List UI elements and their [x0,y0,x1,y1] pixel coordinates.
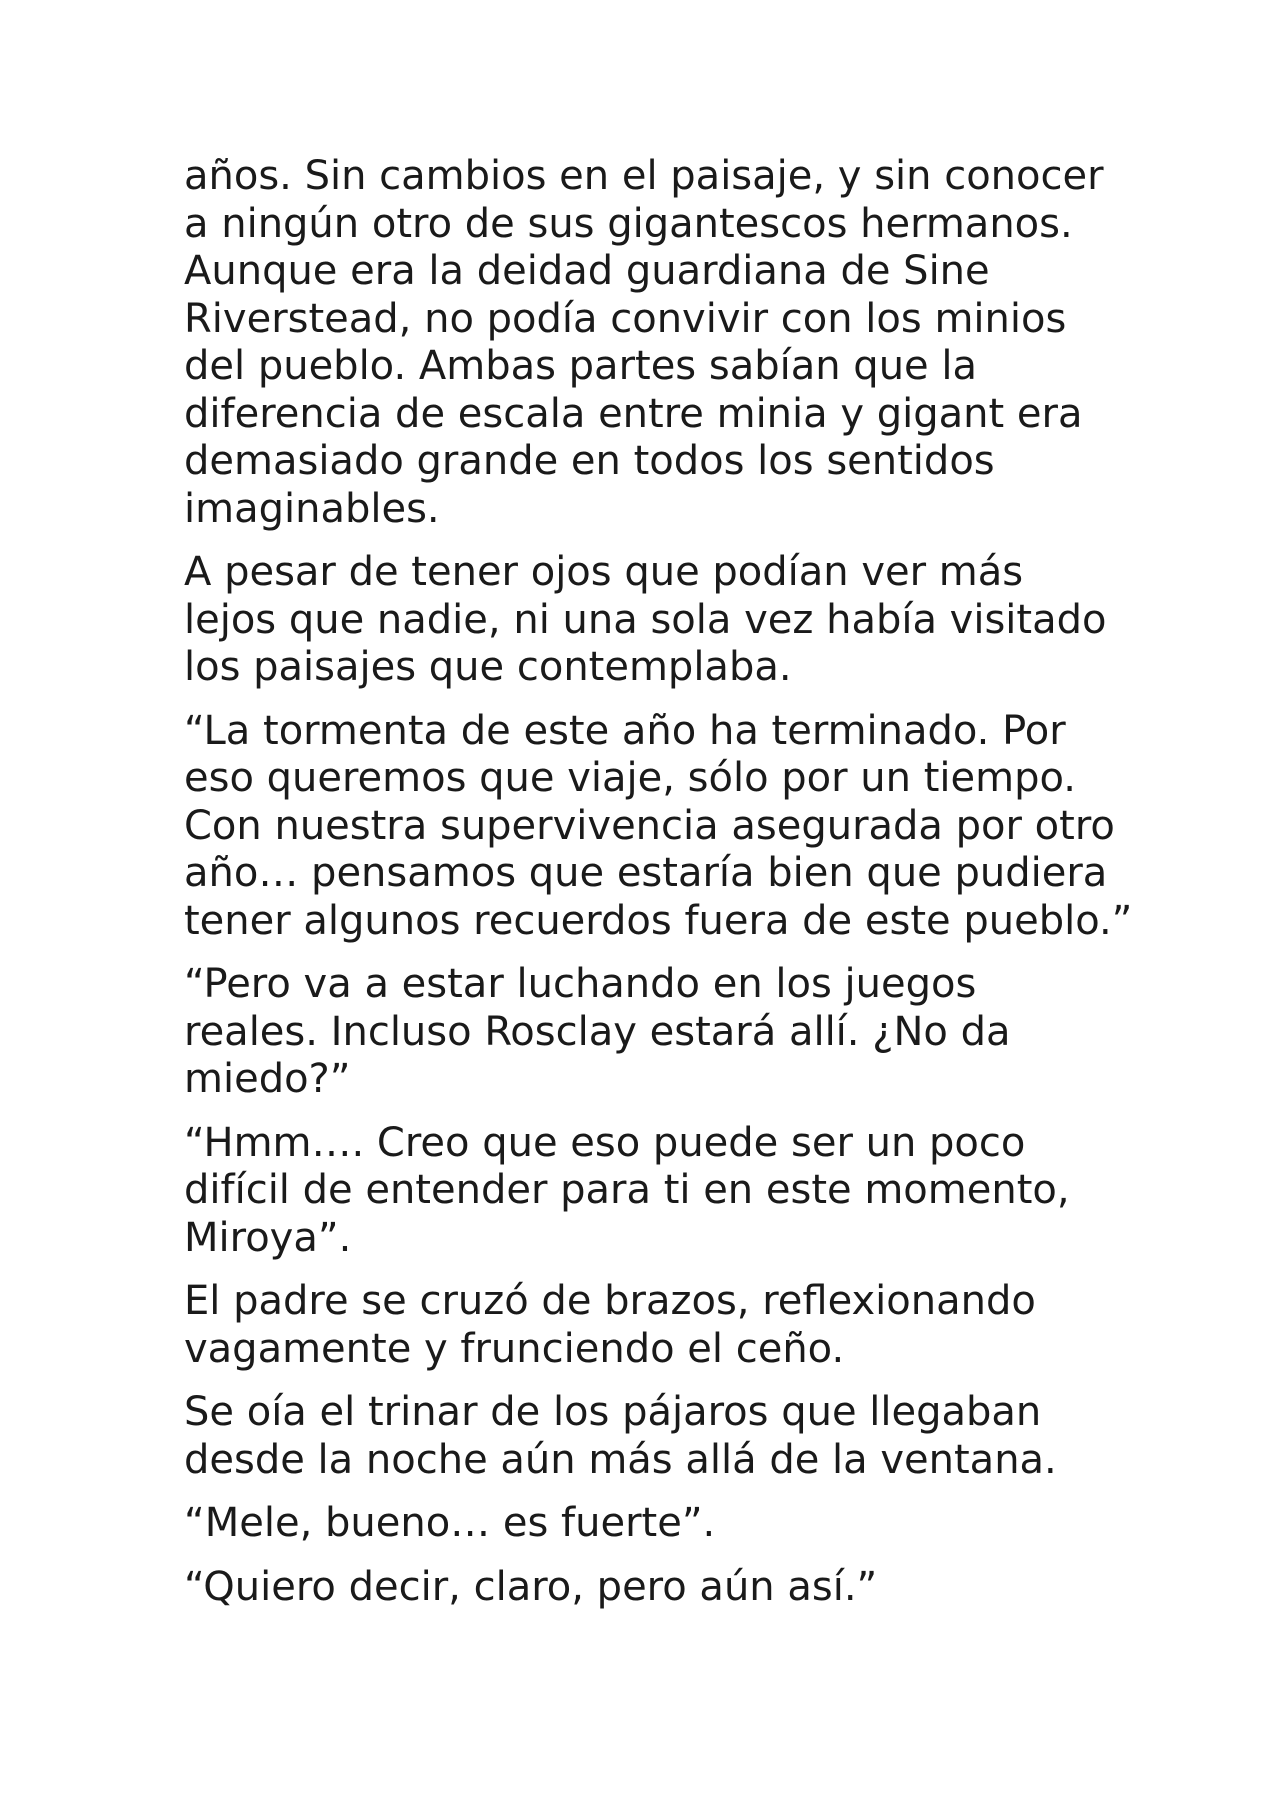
text-line: vagamente y frunciendo el ceño. [184,1325,845,1372]
text-line: Miroya”. [184,1214,352,1261]
paragraph-3 [184,707,1133,946]
text-line: demasiado grande en todos los sentidos [184,438,995,484]
text-line: los paisajes que contemplaba. [184,644,792,690]
text-line: eso queremos que viaje, sólo por un tiempo. [184,755,1076,801]
text-line: imaginables. [184,485,440,532]
text-line: Con nuestra supervivencia asegurada por otro [184,802,1115,849]
text-line: Se oía el trinar de los pájaros que llegaban [184,1389,1042,1435]
text-line: “Pero va a estar luchando en los juegos [184,961,977,1007]
text-line: año… pensamos que estaría bien que pudiera [184,850,1108,896]
text-line: “Mele, bueno… es fuerte”. [184,1500,716,1546]
text-body [184,153,1133,1627]
paragraph-8 [184,1500,1114,1548]
text-line: diferencia de escala entre minia y gigant era [184,390,1083,437]
text-line: El padre se cruzó de brazos, reflexionando [184,1278,1036,1324]
paragraph-6 [184,1278,1114,1373]
paragraph-2 [184,549,1114,692]
paragraph-4 [184,961,1114,1104]
text-line: “Hmm…. Creo que eso puede ser un poco [184,1119,1026,1166]
text-line: A pesar de tener ojos que podían ver más [184,549,1024,595]
paragraph-9 [184,1564,1114,1612]
text-line: reales. Incluso Rosclay estará allí. ¿No da [184,1008,1011,1055]
paragraph-7 [184,1389,1114,1484]
text-line: Riverstead, no podía convivir con los minios [184,295,1067,342]
text-line: “La tormenta de este año ha terminado. Por [184,707,1066,754]
text-line: “Quiero decir, claro, pero aún así.” [184,1563,878,1610]
text-line: lejos que nadie, ni una sola vez había visitado [184,596,1107,643]
text-line: tener algunos recuerdos fuera de este pueblo.” [184,897,1133,944]
text-line: miedo?” [184,1056,351,1102]
text-line: desde la noche aún más allá de la ventana. [184,1436,1057,1483]
paragraph-1 [184,153,1114,533]
text-line: Aunque era la deidad guardiana de Sine [184,248,990,294]
text-line: del pueblo. Ambas partes sabían que la [184,343,977,389]
text-line: difícil de entender para ti en este momento, [184,1167,1070,1213]
paragraph-5 [184,1120,1114,1263]
text-line: a ningún otro de sus gigantescos hermanos. [184,200,1073,247]
text-line: años. Sin cambios en el paisaje, y sin conocer [184,153,1104,199]
